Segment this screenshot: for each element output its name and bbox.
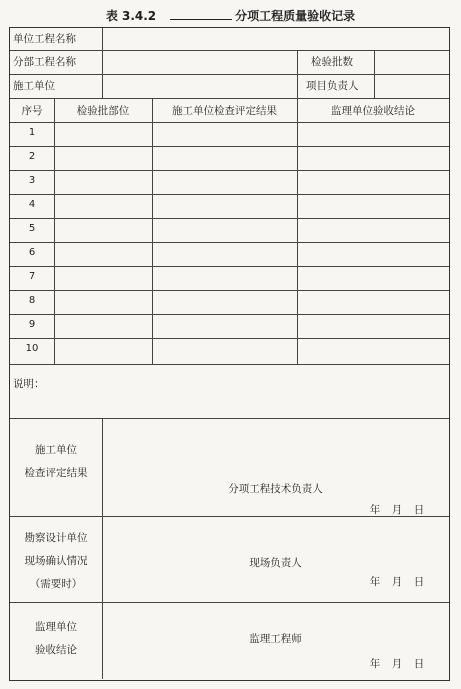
inspection-batch-count-field[interactable] <box>374 50 449 74</box>
section-label-line: 施工单位 <box>35 444 77 456</box>
grid-line <box>10 290 449 291</box>
construction-check-label <box>10 439 102 485</box>
date-year-label: 年 <box>369 658 381 670</box>
unit-project-name-field[interactable] <box>102 28 449 50</box>
section-label-line: 验收结论 <box>35 644 77 656</box>
row-number: 4 <box>28 199 36 210</box>
survey-design-confirmation-label <box>10 527 102 596</box>
grid-line <box>10 364 449 365</box>
subpart-project-name-label: 分部工程名称 <box>13 56 76 68</box>
date-day-label: 日 <box>413 658 425 670</box>
table-number: 表 3.4.2 <box>105 9 157 23</box>
grid-line <box>10 170 449 171</box>
row-number: 1 <box>28 127 36 138</box>
technical-manager-signature-label: 分项工程技术负责人 <box>228 483 323 495</box>
grid-line <box>10 338 449 339</box>
grid-line <box>10 314 449 315</box>
grid-line <box>54 98 55 364</box>
col-header-seq: 序号 <box>21 105 43 117</box>
inspection-batch-count-label: 检验批数 <box>311 56 353 68</box>
section-label-line: 检查评定结果 <box>24 467 88 479</box>
notes-field[interactable] <box>10 364 449 418</box>
grid-line <box>10 218 449 219</box>
grid-line <box>10 122 449 123</box>
grid-line <box>102 418 103 679</box>
grid-line <box>10 98 449 99</box>
grid-line <box>10 50 449 51</box>
site-manager-signature-label: 现场负责人 <box>249 557 302 569</box>
construction-unit-field[interactable] <box>102 74 297 98</box>
grid-line <box>10 146 449 147</box>
grid-line <box>10 194 449 195</box>
grid-line <box>10 418 449 419</box>
row-number: 9 <box>28 319 36 330</box>
grid-line <box>10 516 449 517</box>
col-header-construction-result: 施工单位检查评定结果 <box>172 105 277 117</box>
row-number: 7 <box>28 271 36 282</box>
project-manager-field[interactable] <box>374 74 449 98</box>
project-manager-label: 项目负责人 <box>306 80 359 92</box>
row-number: 8 <box>28 295 36 306</box>
date-year-label: 年 <box>369 576 381 588</box>
date-year-label: 年 <box>369 504 381 516</box>
section-label-line: 勘察设计单位 <box>24 532 88 544</box>
date-day-label: 日 <box>413 576 425 588</box>
signature-date <box>364 574 430 589</box>
construction-unit-label: 施工单位 <box>13 80 55 92</box>
row-number: 10 <box>25 343 39 354</box>
subpart-project-name-field[interactable] <box>102 50 297 74</box>
grid-line <box>102 28 103 98</box>
date-day-label: 日 <box>413 504 425 516</box>
unit-project-name-label: 单位工程名称 <box>13 33 76 45</box>
row-number: 6 <box>28 247 36 258</box>
section-label-line: 监理单位 <box>35 621 77 633</box>
grid-line <box>374 50 375 98</box>
date-month-label: 月 <box>391 658 403 670</box>
grid-line <box>10 74 449 75</box>
row-number: 5 <box>28 223 36 234</box>
table-caption <box>0 6 461 26</box>
row-number: 2 <box>28 151 36 162</box>
col-header-supervision-conclusion: 监理单位验收结论 <box>331 105 415 117</box>
table-title: 分项工程质量验收记录 <box>235 9 356 23</box>
grid-line <box>10 242 449 243</box>
date-month-label: 月 <box>391 504 403 516</box>
signature-date <box>364 502 430 517</box>
supervising-engineer-signature-label: 监理工程师 <box>249 633 302 645</box>
title-blank-line <box>170 7 232 20</box>
notes-label: 说明： <box>13 378 45 390</box>
section-label-line: 现场确认情况 <box>24 555 88 567</box>
grid-line <box>297 98 298 364</box>
supervision-conclusion-label <box>10 616 102 662</box>
grid-line <box>10 602 449 603</box>
acceptance-record-form <box>9 27 450 681</box>
date-month-label: 月 <box>391 576 403 588</box>
grid-line <box>152 98 153 364</box>
section-label-line: （需要时） <box>29 578 83 590</box>
signature-date <box>364 656 430 671</box>
col-header-batch-location: 检验批部位 <box>76 105 130 117</box>
grid-line <box>10 266 449 267</box>
row-number: 3 <box>28 175 36 186</box>
grid-line <box>297 50 298 98</box>
